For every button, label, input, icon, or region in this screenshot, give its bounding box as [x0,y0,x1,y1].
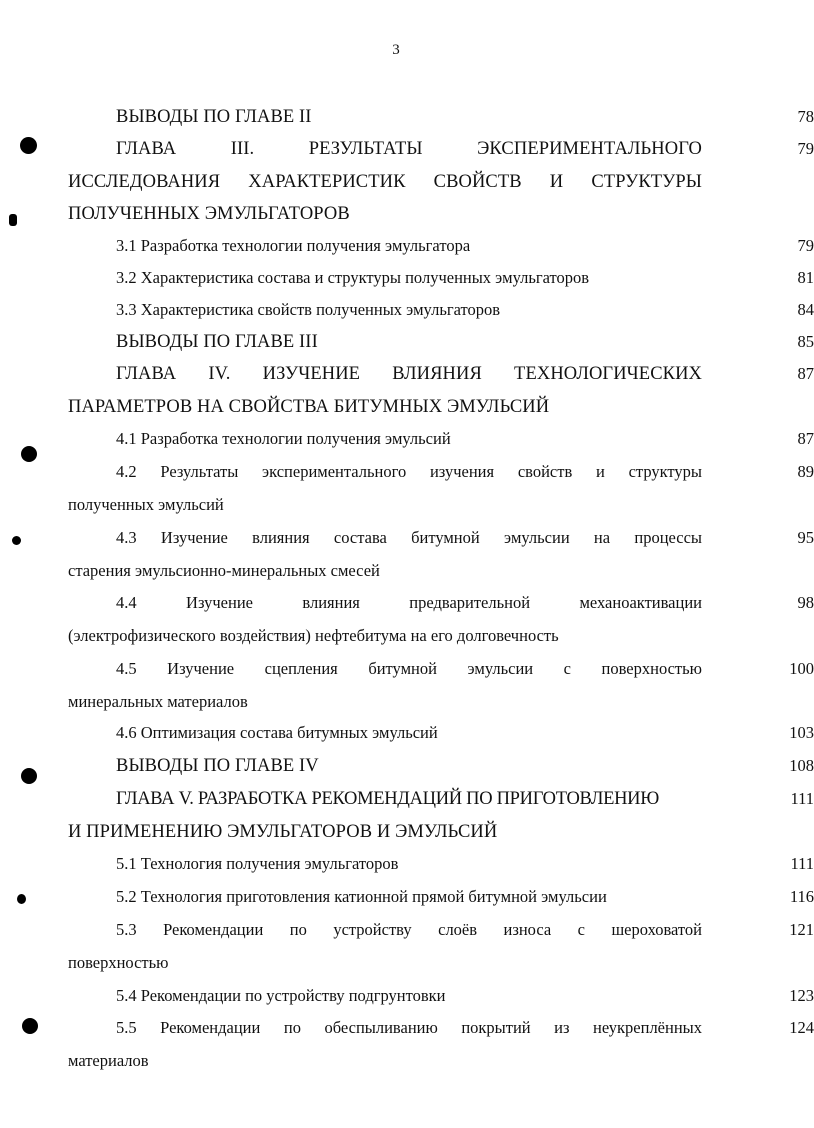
toc-entry-text: ГЛАВА III. РЕЗУЛЬТАТЫ ЭКСПЕРИМЕНТАЛЬНОГО [116,139,702,159]
toc-entry-chapter-5 [68,782,814,848]
toc-entry-text: 3.3 Характеристика свойств полученных эмульгаторов [116,300,501,319]
toc-page-number: 78 [797,107,814,126]
toc-entry-chapter-4 [68,357,814,423]
toc-entry-text: 4.3 Изучение влияния состава битумной эмульсии на процессы [116,528,702,547]
toc-entry-text: ПОЛУЧЕННЫХ ЭМУЛЬГАТОРОВ [68,204,350,224]
toc-entry-text: И ПРИМЕНЕНИЮ ЭМУЛЬГАТОРОВ И ЭМУЛЬСИЙ [68,822,498,842]
toc-entry-text: материалов [68,1051,149,1070]
toc-page-number: 89 [797,462,814,481]
toc-entry-5-4 [68,979,814,1013]
toc-entry-text: ВЫВОДЫ ПО ГЛАВЕ II [116,107,312,127]
toc-entry-4-3 [68,521,814,587]
toc-page-number: 81 [797,268,814,287]
toc-page-number: 84 [797,300,814,319]
toc-entry-5-1 [68,847,814,881]
toc-entry-text: 3.2 Характеристика состава и структуры полученных эмульгаторов [116,268,590,287]
toc-entry-chapter-3 [68,132,814,230]
toc-entry-4-6 [68,716,814,750]
toc-entry-text: 5.5 Рекомендации по обеспыливанию покрытий из неукреплённых [116,1018,702,1037]
toc-entry-5-3 [68,913,814,979]
toc-entry-text: 4.1 Разработка технологии получения эмульсий [116,429,451,448]
toc-entry-5-2 [68,880,814,914]
toc-page-number: 103 [789,723,814,742]
binder-hole-mark [9,214,17,226]
toc-page-number: 100 [789,659,814,678]
toc-entry-3-1 [68,229,814,263]
toc-entry-text: ИССЛЕДОВАНИЯ ХАРАКТЕРИСТИК СВОЙСТВ И СТРУКТУРЫ [68,172,702,192]
toc-page-number: 87 [797,364,814,383]
binder-hole-mark [21,768,37,784]
toc-page-number: 98 [797,593,814,612]
toc-entry-text: 3.1 Разработка технологии получения эмульгатора [116,236,471,255]
toc-page-number: 111 [790,854,814,873]
toc-page-number: 111 [790,789,814,808]
toc-page-number: 124 [789,1018,814,1037]
toc-entry-text: 4.4 Изучение влияния предварительной механоактивации [116,593,702,612]
toc-page-number: 85 [797,332,814,351]
toc-page-number: 123 [789,986,814,1005]
toc-entry-text: 5.1 Технология получения эмульгаторов [116,854,399,873]
toc-entry-text: полученных эмульсий [68,495,224,514]
binder-hole-mark [22,1018,38,1034]
toc-entry-conclusions-ch4 [68,749,814,783]
toc-entry-5-5 [68,1011,814,1077]
toc-entry-text: старения эмульсионно-минеральных смесей [68,561,380,580]
toc-page-number: 95 [797,528,814,547]
toc-entry-text: 5.4 Рекомендации по устройству подгрунтовки [116,986,446,1005]
toc-entry-text: ВЫВОДЫ ПО ГЛАВЕ III [116,332,318,352]
toc-entry-4-1 [68,422,814,456]
toc-page-number: 116 [789,887,814,906]
toc-entry-text: 4.5 Изучение сцепления битумной эмульсии с поверхностью [116,659,702,678]
toc-entry-4-2 [68,455,814,521]
binder-hole-mark [12,536,21,545]
toc-entry-conclusions-ch2 [68,100,814,134]
binder-hole-mark [17,894,26,904]
toc-page-number: 79 [797,236,814,255]
toc-entry-text: ВЫВОДЫ ПО ГЛАВЕ IV [116,756,319,776]
toc-entry-3-3 [68,293,814,327]
page-number: 3 [392,42,400,58]
toc-entry-text: минеральных материалов [68,692,248,711]
toc-entry-4-5 [68,652,814,718]
toc-entry-text: 5.2 Технология приготовления катионной прямой битумной эмульсии [116,887,607,906]
toc-entry-conclusions-ch3 [68,325,814,359]
toc-entry-text: ПАРАМЕТРОВ НА СВОЙСТВА БИТУМНЫХ ЭМУЛЬСИЙ [68,397,550,417]
toc-entry-4-4 [68,586,814,652]
toc-entry-text: ГЛАВА IV. ИЗУЧЕНИЕ ВЛИЯНИЯ ТЕХНОЛОГИЧЕСКИХ [116,364,702,384]
toc-entry-text: 4.2 Результаты экспериментального изучения свойств и структуры [116,462,702,481]
toc-page-number: 79 [797,139,814,158]
binder-hole-mark [21,446,37,462]
toc-entry-text: ГЛАВА V. РАЗРАБОТКА РЕКОМЕНДАЦИЙ ПО ПРИГОТОВЛЕНИЮ [116,789,659,809]
toc-entry-text: 4.6 Оптимизация состава битумных эмульсий [116,723,438,742]
binder-hole-mark [20,137,37,154]
toc-page-number: 87 [797,429,814,448]
toc-entry-text: поверхностью [68,953,169,972]
toc-entry-3-2 [68,261,814,295]
toc-page-number: 121 [789,920,814,939]
toc-entry-text: 5.3 Рекомендации по устройству слоёв износа с шероховатой [116,920,702,939]
toc-page-number: 108 [789,756,814,775]
toc-entry-text: (электрофизического воздействия) нефтебитума на его долговечность [68,626,559,645]
